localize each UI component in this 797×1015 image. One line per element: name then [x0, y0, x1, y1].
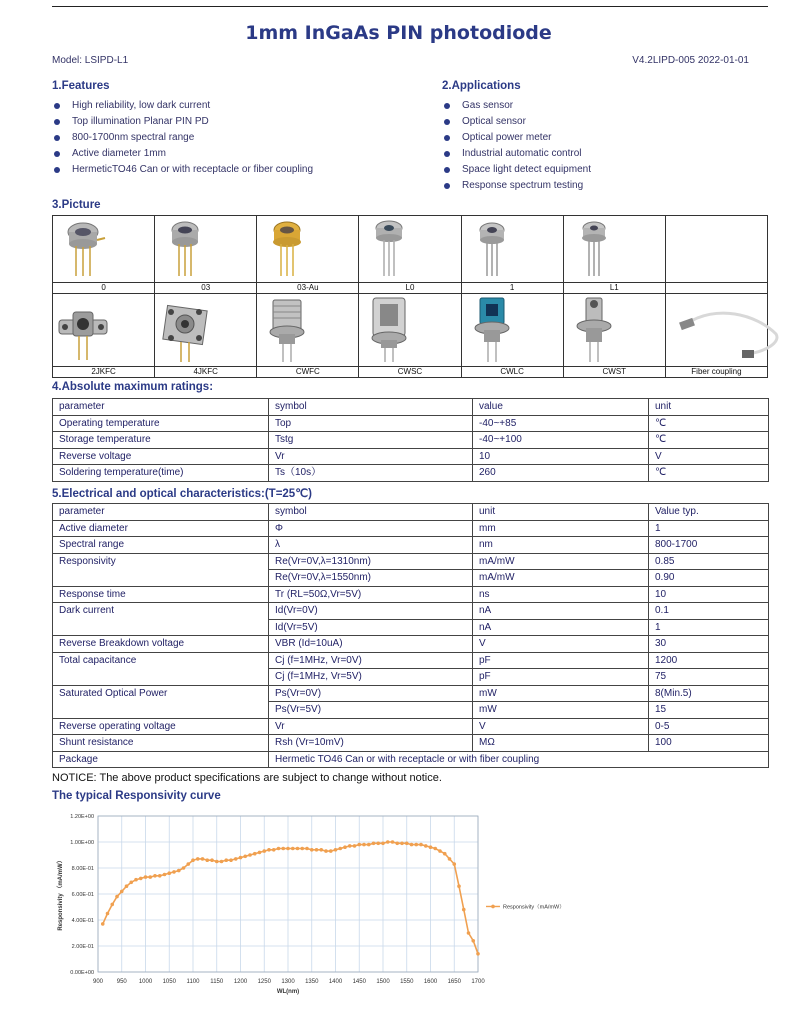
data-point — [324, 849, 328, 853]
table-cell: Ps(Vr=5V) — [269, 702, 473, 719]
table-cell: Reverse voltage — [53, 448, 269, 465]
data-point — [163, 873, 167, 877]
chart-grid — [98, 816, 478, 972]
data-point — [177, 869, 181, 873]
y-tick-label: 4.00E-01 — [71, 918, 94, 924]
table-cell: 0-5 — [649, 718, 769, 735]
table-cell: Response time — [53, 586, 269, 603]
table-cell: Total capacitance — [53, 652, 269, 685]
data-point — [153, 874, 157, 878]
data-point — [334, 848, 338, 852]
data-point — [158, 874, 162, 878]
photo-cell — [665, 294, 767, 367]
table-cell: unit — [649, 399, 769, 416]
table-cell: Cj (f=1MHz, Vr=0V) — [269, 652, 473, 669]
table-cell: Tstg — [269, 432, 473, 449]
data-point — [129, 881, 133, 885]
data-point — [357, 843, 361, 847]
table-header-cell: parameter — [53, 504, 269, 521]
data-point — [448, 857, 452, 861]
table-cell: mA/mW — [473, 570, 649, 587]
data-point — [467, 931, 471, 935]
x-tick-label: 1550 — [400, 979, 414, 985]
table-cell: 1 — [649, 619, 769, 636]
photo-cell — [53, 216, 155, 283]
table-cell: 1 — [649, 520, 769, 537]
to-can-gold-photo — [257, 216, 317, 280]
data-point — [196, 857, 200, 861]
x-tick-label: 1500 — [376, 979, 390, 985]
table-cell: Operating temperature — [53, 415, 269, 432]
table-cell: -40~+85 — [473, 415, 649, 432]
table-cell: ℃ — [649, 415, 769, 432]
data-point — [410, 843, 414, 847]
data-point — [191, 858, 195, 862]
data-point — [115, 895, 119, 899]
data-point — [215, 860, 219, 864]
x-tick-label: 900 — [92, 979, 104, 985]
data-point — [125, 884, 129, 888]
bullet-icon — [444, 167, 450, 173]
table-cell: 10 — [649, 586, 769, 603]
table-row — [53, 735, 769, 752]
x-tick-label: 1050 — [162, 979, 176, 985]
st-receptacle-photo — [564, 294, 624, 364]
data-point — [258, 851, 262, 855]
table-cell: Φ — [269, 520, 473, 537]
table-cell: Id(Vr=5V) — [269, 619, 473, 636]
photo-caption: L1 — [563, 283, 665, 294]
curve-heading: The typical Responsivity curve — [52, 790, 221, 802]
photo-caption: CWLC — [461, 367, 563, 378]
photo-cell — [257, 216, 359, 283]
photo-caption: CWST — [563, 367, 665, 378]
photo-cell — [563, 216, 665, 283]
y-tick-labels — [70, 814, 94, 976]
data-point — [248, 853, 252, 857]
data-point — [329, 849, 333, 853]
page-title: 1mm InGaAs PIN photodiode — [245, 22, 552, 44]
x-tick-label: 1400 — [328, 979, 343, 985]
data-point — [110, 903, 114, 907]
photo-cell — [359, 294, 461, 367]
data-point — [305, 847, 309, 851]
data-point — [120, 890, 124, 894]
data-point — [201, 857, 205, 861]
data-point — [310, 848, 314, 852]
table-cell: mA/mW — [473, 553, 649, 570]
data-point — [134, 878, 138, 882]
table-row — [53, 603, 769, 620]
list-item: Gas sensor — [442, 98, 591, 114]
photo-caption: 03-Au — [257, 283, 359, 294]
table-cell: Reverse operating voltage — [53, 718, 269, 735]
data-point — [224, 858, 228, 862]
table-row — [53, 751, 769, 768]
table-header-cell: Value typ. — [649, 504, 769, 521]
table-cell: ns — [473, 586, 649, 603]
data-point — [343, 845, 347, 849]
data-point — [381, 842, 385, 846]
data-point — [433, 847, 437, 851]
table-cell: pF — [473, 652, 649, 669]
chart-points — [101, 840, 480, 955]
table-cell: Ps(Vr=0V) — [269, 685, 473, 702]
table-row — [53, 636, 769, 653]
x-tick-label: 1250 — [257, 979, 271, 985]
x-tick-label: 1700 — [471, 979, 485, 985]
table-row — [53, 718, 769, 735]
table-cell: V — [473, 718, 649, 735]
x-tick-label: 1600 — [423, 979, 438, 985]
data-point — [372, 842, 376, 846]
bullet-icon — [54, 151, 60, 157]
x-tick-label: 1450 — [352, 979, 366, 985]
table-cell: VBR (Id=10uA) — [269, 636, 473, 653]
data-point — [262, 849, 266, 853]
data-point — [386, 840, 390, 844]
table-cell: Soldering temperature(time) — [53, 465, 269, 482]
data-point — [319, 848, 323, 852]
responsivity-line — [103, 842, 478, 954]
notice-text: NOTICE: The above product specifications are subject to change without notice. — [52, 772, 442, 784]
table-cell: mW — [473, 685, 649, 702]
photo-caption: 2JKFC — [53, 367, 155, 378]
table-cell: Dark current — [53, 603, 269, 636]
to-can-photo — [155, 216, 215, 280]
photo-cell — [461, 216, 563, 283]
table-row — [53, 652, 769, 669]
table-cell: mW — [473, 702, 649, 719]
table-row — [53, 504, 769, 521]
version-label: V4.2LIPD-005 2022-01-01 — [632, 55, 749, 66]
data-point — [267, 848, 271, 852]
table-cell: Active diameter — [53, 520, 269, 537]
to-can-photo — [359, 216, 419, 280]
photo-cell — [155, 216, 257, 283]
table-cell: MΩ — [473, 735, 649, 752]
data-point — [443, 852, 447, 856]
sc-receptacle-photo — [359, 294, 419, 364]
data-point — [277, 847, 281, 851]
abs-ratings-table — [52, 398, 769, 482]
data-point — [438, 849, 442, 853]
lc-receptacle-photo — [462, 294, 522, 364]
data-point — [101, 922, 105, 926]
photo-caption: Fiber coupling — [665, 367, 767, 378]
photo-cell — [461, 294, 563, 367]
data-point — [419, 843, 423, 847]
data-point — [362, 843, 366, 847]
photo-cell — [257, 294, 359, 367]
table-cell: Re(Vr=0V,λ=1550nm) — [269, 570, 473, 587]
data-point — [424, 844, 428, 848]
table-cell: 10 — [473, 448, 649, 465]
table-cell: Id(Vr=0V) — [269, 603, 473, 620]
table-cell: 8(Min.5) — [649, 685, 769, 702]
flange-receptacle-photo — [155, 294, 215, 364]
table-cell: Responsivity — [53, 553, 269, 586]
table-cell: V — [473, 636, 649, 653]
flange-receptacle-photo — [53, 294, 113, 364]
x-tick-label: 1300 — [281, 979, 295, 985]
y-tick-label: 6.00E-01 — [71, 892, 94, 898]
photo-cell — [359, 216, 461, 283]
list-item: Optical sensor — [442, 114, 591, 130]
bullet-icon — [444, 119, 450, 125]
data-point — [243, 855, 247, 859]
data-point — [338, 847, 342, 851]
data-point — [400, 842, 404, 846]
table-cell: 100 — [649, 735, 769, 752]
x-tick-label: 950 — [116, 979, 127, 985]
y-tick-label: 0.00E+00 — [70, 970, 94, 976]
data-point — [272, 848, 276, 852]
table-cell: Package — [53, 751, 269, 768]
fiber-coupling-photo — [666, 294, 786, 364]
photo-caption: CWSC — [359, 367, 461, 378]
data-point — [167, 871, 171, 875]
to-can-photo — [53, 216, 113, 280]
data-point — [220, 860, 224, 864]
data-point — [476, 952, 480, 956]
table-cell: nm — [473, 537, 649, 554]
bullet-icon — [54, 167, 60, 173]
data-point — [286, 847, 290, 851]
features-heading: 1.Features — [52, 80, 110, 92]
x-tick-label: 1650 — [447, 979, 461, 985]
picture-heading: 3.Picture — [52, 199, 101, 211]
table-cell: Re(Vr=0V,λ=1310nm) — [269, 553, 473, 570]
data-point — [452, 862, 456, 866]
table-cell: Vr — [269, 448, 473, 465]
table-row — [53, 537, 769, 554]
photo-cell — [665, 216, 767, 283]
data-point — [315, 848, 319, 852]
x-tick-label: 1200 — [233, 979, 248, 985]
table-row — [53, 520, 769, 537]
model-label: Model: LSIPD-L1 — [52, 55, 129, 66]
data-point — [239, 856, 243, 860]
data-point — [229, 858, 233, 862]
data-point — [405, 842, 409, 846]
data-point — [291, 847, 295, 851]
table-cell: Spectral range — [53, 537, 269, 554]
data-point — [186, 862, 190, 866]
table-cell: -40~+100 — [473, 432, 649, 449]
photo-caption: 03 — [155, 283, 257, 294]
bullet-icon — [54, 103, 60, 109]
table-cell: 1200 — [649, 652, 769, 669]
list-item: Top illumination Planar PIN PD — [52, 114, 313, 130]
table-cell: 0.85 — [649, 553, 769, 570]
table-row — [53, 685, 769, 702]
table-row — [53, 465, 769, 482]
list-item: Industrial automatic control — [442, 146, 591, 162]
table-cell: value — [473, 399, 649, 416]
table-cell: nA — [473, 603, 649, 620]
data-point — [395, 842, 399, 846]
data-point — [429, 845, 433, 849]
table-row — [53, 415, 769, 432]
data-point — [182, 866, 186, 870]
table-cell: parameter — [53, 399, 269, 416]
table-row — [53, 448, 769, 465]
bullet-icon — [444, 183, 450, 189]
data-point — [471, 939, 475, 943]
table-cell: mm — [473, 520, 649, 537]
bullet-icon — [444, 151, 450, 157]
data-point — [376, 842, 380, 846]
data-point — [172, 870, 176, 874]
bullet-icon — [444, 103, 450, 109]
y-axis-label: Responsivity （mA/mW） — [58, 857, 64, 931]
bullet-icon — [54, 119, 60, 125]
electrical-heading: 5.Electrical and optical characteristics:(T=25℃) — [52, 488, 312, 500]
features-list — [52, 98, 313, 178]
table-row — [53, 553, 769, 570]
data-point — [205, 858, 209, 862]
data-point — [281, 847, 285, 851]
picture-table — [52, 215, 768, 378]
table-cell: Vr — [269, 718, 473, 735]
x-axis-label: WL(nm) — [276, 989, 300, 995]
table-cell: symbol — [269, 399, 473, 416]
x-tick-label: 1100 — [186, 979, 200, 985]
photo-caption: 0 — [53, 283, 155, 294]
table-cell: ℃ — [649, 465, 769, 482]
data-point — [414, 843, 418, 847]
x-tick-label: 1150 — [210, 979, 224, 985]
chart-legend — [486, 903, 565, 910]
bullet-icon — [54, 135, 60, 141]
legend-label: Responsivity（mA/mW） — [503, 904, 565, 911]
table-cell: Reverse Breakdown voltage — [53, 636, 269, 653]
to-can-photo — [564, 216, 624, 280]
table-cell: 75 — [649, 669, 769, 686]
photo-caption — [665, 283, 767, 294]
table-cell: nA — [473, 619, 649, 636]
x-tick-labels — [93, 979, 485, 985]
responsivity-chart — [52, 810, 612, 1010]
photo-caption: 4JKFC — [155, 367, 257, 378]
data-point — [300, 847, 304, 851]
data-point — [391, 840, 395, 844]
photo-caption: CWFC — [257, 367, 359, 378]
applications-heading: 2.Applications — [442, 80, 521, 92]
x-tick-label: 1000 — [138, 979, 153, 985]
table-cell: 0.1 — [649, 603, 769, 620]
list-item: Space light detect equipment — [442, 162, 591, 178]
table-cell: pF — [473, 669, 649, 686]
y-tick-label: 1.20E+00 — [70, 814, 94, 820]
data-point — [296, 847, 300, 851]
legend-marker — [491, 905, 495, 909]
table-cell: 260 — [473, 465, 649, 482]
list-item: HermeticTO46 Can or with receptacle or fiber coupling — [52, 162, 313, 178]
data-point — [139, 877, 143, 881]
data-point — [234, 857, 238, 861]
photo-cell — [53, 294, 155, 367]
table-row — [53, 432, 769, 449]
data-point — [462, 908, 466, 912]
table-cell: 800-1700 — [649, 537, 769, 554]
data-point — [457, 884, 461, 888]
y-tick-label: 1.00E+00 — [70, 840, 94, 846]
electrical-table — [52, 503, 769, 768]
bullet-icon — [444, 135, 450, 141]
table-cell: Shunt resistance — [53, 735, 269, 752]
data-point — [106, 912, 110, 916]
list-item: High reliability, low dark current — [52, 98, 313, 114]
x-tick-label: 1350 — [305, 979, 319, 985]
photo-caption: 1 — [461, 283, 563, 294]
list-item: 800-1700nm spectral range — [52, 130, 313, 146]
table-row — [53, 586, 769, 603]
table-cell: V — [649, 448, 769, 465]
y-tick-label: 8.00E-01 — [71, 866, 94, 872]
table-cell: Ts（10s） — [269, 465, 473, 482]
data-point — [253, 852, 257, 856]
table-cell: ℃ — [649, 432, 769, 449]
table-cell: Storage temperature — [53, 432, 269, 449]
table-cell: Saturated Optical Power — [53, 685, 269, 718]
data-point — [148, 875, 152, 879]
top-rule — [52, 6, 768, 7]
photo-cell — [155, 294, 257, 367]
photo-caption: L0 — [359, 283, 461, 294]
fc-receptacle-photo — [257, 294, 317, 364]
list-item: Optical power meter — [442, 130, 591, 146]
table-cell: 0.90 — [649, 570, 769, 587]
y-tick-label: 2.00E-01 — [71, 944, 94, 950]
table-cell: 15 — [649, 702, 769, 719]
data-point — [210, 858, 214, 862]
data-point — [353, 844, 357, 848]
applications-list — [442, 98, 591, 194]
table-header-cell: symbol — [269, 504, 473, 521]
table-cell: 30 — [649, 636, 769, 653]
list-item: Active diameter 1mm — [52, 146, 313, 162]
table-cell: Top — [269, 415, 473, 432]
table-row — [53, 399, 769, 416]
data-point — [367, 843, 371, 847]
table-cell: Hermetic TO46 Can or with receptacle or with fiber coupling — [269, 751, 769, 768]
data-point — [144, 875, 148, 879]
to-can-photo — [462, 216, 522, 280]
table-cell: Rsh (Vr=10mV) — [269, 735, 473, 752]
table-cell: λ — [269, 537, 473, 554]
list-item: Response spectrum testing — [442, 178, 591, 194]
abs-ratings-heading: 4.Absolute maximum ratings: — [52, 381, 214, 393]
photo-cell — [563, 294, 665, 367]
data-point — [348, 844, 352, 848]
table-header-cell: unit — [473, 504, 649, 521]
table-cell: Tr (RL=50Ω,Vr=5V) — [269, 586, 473, 603]
table-cell: Cj (f=1MHz, Vr=5V) — [269, 669, 473, 686]
